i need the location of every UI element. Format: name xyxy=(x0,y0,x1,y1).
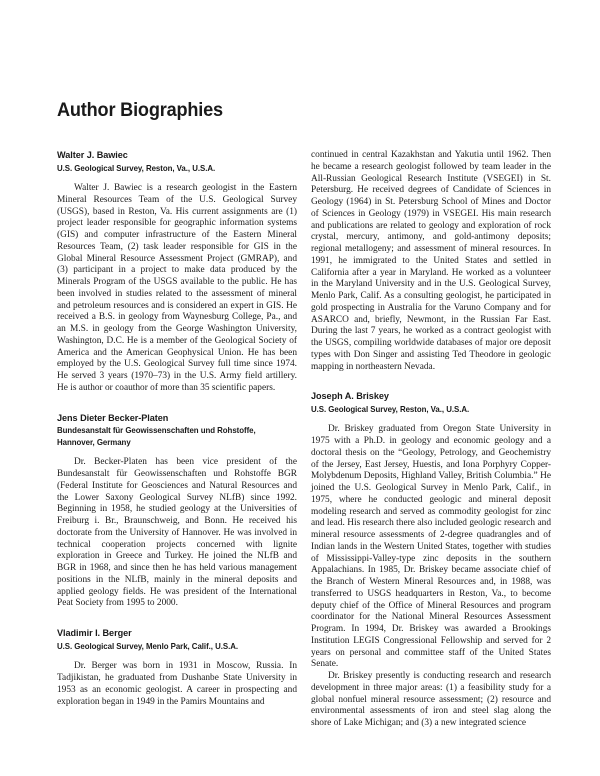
bio-affiliation: U.S. Geological Survey, Reston, Va., U.S.A. xyxy=(57,162,216,173)
right-column xyxy=(311,150,551,730)
biography-berger-continued xyxy=(311,150,551,373)
page-title: Author Biographies xyxy=(57,99,223,121)
bio-paragraph: Dr. Becker-Platen has been vice president of the Bundesanstalt für Geowissenschaften und Rohstoffe BGR (Federal Institute for Geosciences and Natural Resources and the Lower Saxony Geological Survey NLfB) since 1992. Beginning in 1958, he studied geology at the Universities of Freiburg i. Br., Braunschweig, and Bonn. He received his doctorate from the University of Hannover. He was involved in technical cooperation projects concerned with lignite exploration in Greece and Turkey. He joined the NLfB and BGR in 1968, and since then he has held various management positions in the NLfB, mainly in the mineral deposits and applied geology fields. He was president of the International Peat Society from 1995 to 2000. xyxy=(57,457,297,609)
biography-berger xyxy=(57,628,297,708)
biography-bawiec xyxy=(57,150,297,395)
bio-paragraph-continued: continued in central Kazakhstan and Yakutia until 1962. Then he became a research geologist followed by team leader in the All-Russian Geological Research Institute (VSEGEI) in St. Petersburg. He received degrees of Candidate of Sciences in Geology (1964) in St. Petersburg School of Mines and Doctor of Sciences in Geology (1979) in VSEGEI. His main research and publications are related to geology and exploration of rock crystal, mercury, antimony, and gold-antimony deposits; regional metallogeny; and assessment of mineral resources. In 1991, he immigrated to the United States and settled in California after a year in Maryland. He worked as a volunteer in the Maryland University and in the U.S. Geological Survey, Menlo Park, Calif. As a consulting geologist, he participated in gold prospecting in Australia for the Varuno Company and for ASARCO and, briefly, Newmont, in the Russian Far East. During the last 7 years, he worked as a contract geologist with the USGS, compiling worldwide databases of major ore deposit types with Don Singer and assisting Ted Theodore in geologic mapping in northeastern Nevada. xyxy=(311,150,551,372)
bio-paragraph: Walter J. Bawiec is a research geologist in the Eastern Mineral Resources Team of the U.S. Geological Survey (USGS), based in Reston, Va. His current assignments are (1) project leader responsible for geographic information systems (GIS) and computer infrastructure of the Eastern Mineral Resources Team, (2) task leader responsible for GIS in the Global Mineral Resource Assessment Project (GMRAP), and (3) participant in a project to make data produced by the Minerals Program of the USGS available to the public. He has been involved in studies related to the assessment of mineral and petroleum resources and is considered an expert in GIS. He received a B.S. in geology from Waynesburg College, Pa., and an M.S. in geology from the George Washington University, Washington, D.C. He is a member of the Geological Society of America and the American Geophysical Union. He has been employed by the U.S. Geological Survey full time since 1974. He served 3 years (1970–73) in the U.S. Army field artillery. He is author or coauthor of more than 35 scientific papers. xyxy=(57,183,297,393)
biography-briskey xyxy=(311,391,551,730)
bio-paragraph: Dr. Briskey presently is conducting research and research development in three major areas: (1) a feasibility study for a global nonfuel mineral resource assessment; (2) resource and environmental assessments of iron and steel slag along the shore of Lake Michigan; and (3) a new integrated science xyxy=(311,671,551,729)
bio-affiliation: U.S. Geological Survey, Menlo Park, Calif., U.S.A. xyxy=(57,640,239,651)
bio-paragraph: Dr. Briskey graduated from Oregon State University in 1975 with a Ph.D. in geology and economic geology and a doctoral thesis on the “Geology, Petrology, and Geochemistry of the Jersey, East Jersey, Huestis, and Iona Porphyry Copper-Molybdenum Deposits, Highland Valley, British Columbia.” He joined the U.S. Geological Survey in Menlo Park, Calif., in 1975, where he conducted geologic and mineral deposit modeling research and served as commodity geologist for zinc and lead. His research there also included geologic research and mineral resource assessments of 2-degree quadrangles and of Indian lands in the Western United States, together with studies of Mississippi-Valley-type zinc deposits in the southern Appalachians. In 1985, Dr. Briskey became associate chief of the Branch of Western Mineral Resources and, in 1988, was transferred to USGS headquarters in Reston, Va., to become deputy chief of the Office of Mineral Resources and program coordinator for the National Mineral Resources Assessment Program. In 1994, Dr. Briskey was awarded a Brookings Institution LEGIS Congressional Fellowship and served for 2 years on personal and committee staff of the United States Senate. xyxy=(311,424,551,670)
bio-name: Jens Dieter Becker-Platen xyxy=(57,412,169,424)
two-column-body xyxy=(57,150,551,730)
bio-name: Vladimir I. Berger xyxy=(57,628,132,640)
bio-affiliation: Bundesanstalt für Geowissenschaften und Rohstoffe, Hannover, Germany xyxy=(57,425,256,447)
bio-affiliation: U.S. Geological Survey, Reston, Va., U.S.A. xyxy=(311,403,470,414)
left-column xyxy=(57,150,297,708)
bio-name: Walter J. Bawiec xyxy=(57,150,128,161)
bio-name: Joseph A. Briskey xyxy=(311,391,389,403)
bio-paragraph: Dr. Berger was born in 1931 in Moscow, Russia. In Tadjikistan, he graduated from Dushanbe State University in 1953 as an economic geologist. A career in prospecting and exploration began in 1949 in the Pamirs Mountains and xyxy=(57,661,297,707)
biography-becker-platen xyxy=(57,413,297,611)
